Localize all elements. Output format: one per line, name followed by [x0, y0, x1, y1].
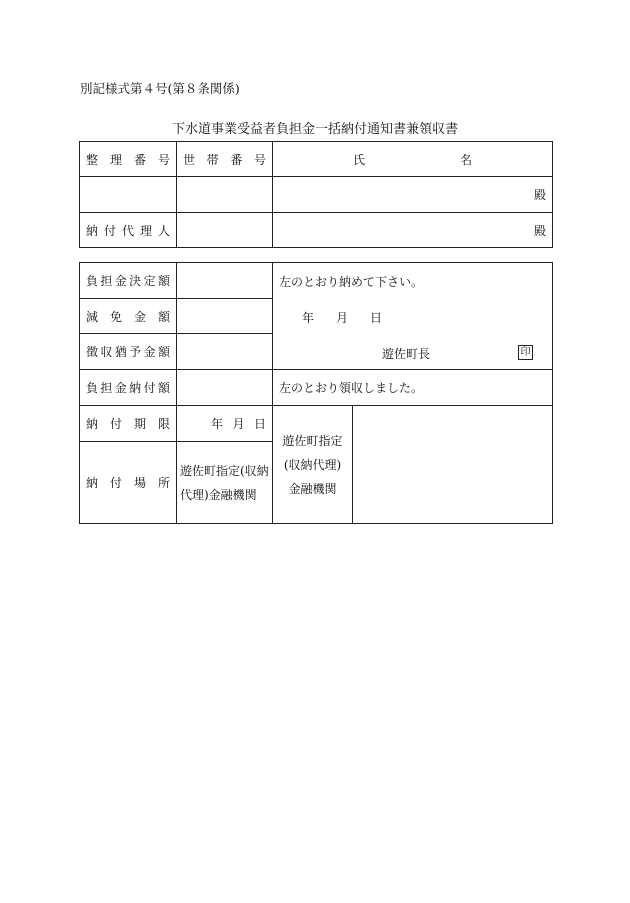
received-text: 左のとおり領収しました。 — [273, 370, 553, 406]
name-dono[interactable]: 殿 — [273, 177, 553, 213]
bank-line-3: 金融機関 — [288, 481, 337, 496]
identification-table — [79, 141, 553, 248]
payment-place-line-2: 代理)金融機関 — [180, 487, 257, 502]
label-kigen: 納 付 期 限 — [80, 406, 177, 442]
agent-dono[interactable]: 殿 — [273, 213, 553, 248]
label-nofu: 負 担 金 納 付 額 — [80, 370, 177, 406]
label-kettei: 負 担 金 決 定 額 — [80, 263, 177, 299]
agent-label: 納 付 代 理 人 — [80, 213, 177, 248]
notice-date: 年 月 日 — [302, 311, 382, 325]
value-genmen[interactable] — [177, 299, 273, 334]
label-choshu: 徴 収 猶 予 金 額 — [80, 334, 177, 370]
payment-table — [79, 262, 553, 524]
document-title: 下水道事業受益者負担金一括納付通知書兼領収書 — [171, 122, 458, 137]
setai-bango-value[interactable] — [177, 177, 273, 213]
value-choshu[interactable] — [177, 334, 273, 370]
header-seiri-bango: 整 理 番 号 — [80, 142, 177, 177]
label-genmen: 減 免 金 額 — [80, 299, 177, 334]
value-kettei[interactable] — [177, 263, 273, 299]
value-nofu[interactable] — [177, 370, 273, 406]
bank-stamp-area[interactable] — [353, 406, 553, 524]
bank-line-2: (収納代理) — [283, 457, 342, 472]
form-number: 別記様式第４号(第８条関係) — [80, 81, 240, 96]
bank-label-cell — [273, 406, 353, 524]
seiri-bango-value[interactable] — [80, 177, 177, 213]
label-basho: 納 付 場 所 — [80, 442, 177, 524]
payment-place — [177, 442, 273, 524]
notice-text: 左のとおり納めて下さい。 — [279, 275, 424, 289]
notice-cell — [273, 263, 553, 370]
mayor-name: 遊佐町長 — [382, 347, 431, 361]
payment-place-line-1: 遊佐町指定(収納 — [180, 463, 269, 478]
agent-value[interactable] — [177, 213, 273, 248]
seal-stamp: 印 — [518, 345, 533, 360]
deadline-date[interactable]: 年 月 日 — [177, 406, 273, 442]
bank-line-1: 遊佐町指定 — [282, 433, 343, 448]
header-shimei: 氏 名 — [273, 142, 553, 177]
header-setai-bango: 世 帯 番 号 — [177, 142, 273, 177]
